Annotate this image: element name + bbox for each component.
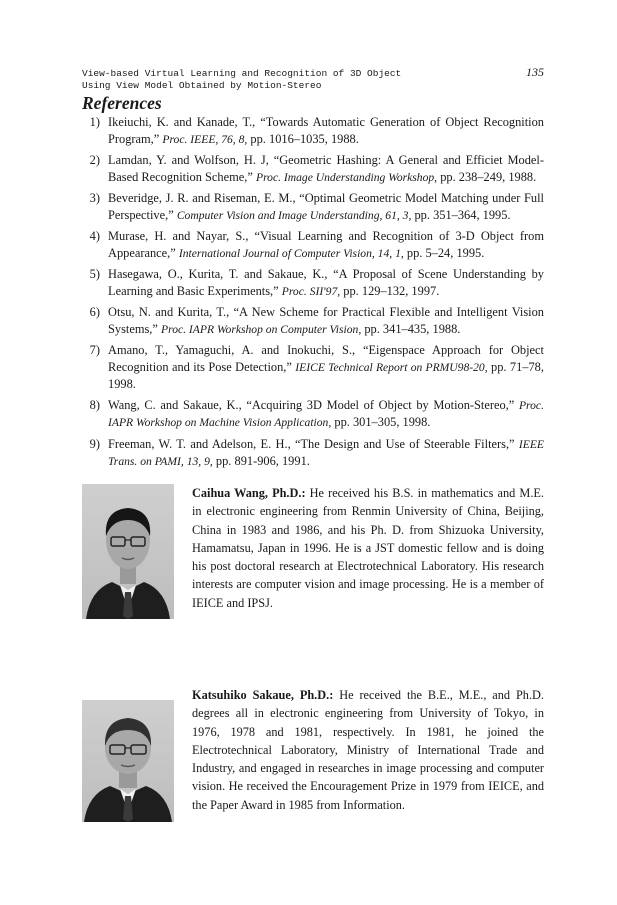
reference-pages: pp. 891-906, 1991. <box>215 454 310 468</box>
reference-number: 7) <box>89 343 100 357</box>
reference-venue: Computer Vision and Image Understanding, 61, 3, <box>176 208 412 222</box>
author-name: Caihua Wang, Ph.D.: <box>192 486 306 500</box>
reference-number: 2) <box>89 153 100 167</box>
biography-body: He received his B.S. in mathematics and M.E. in electronic engineering from Renmin University of China, Beijing, China in 1983 and 1986, and his Ph. D. from Shizuoka University, Hamamatsu, Japan in 1996. He is a JST domestic fellow and is doing his post doctoral research at Electrotechnical Laboratory. His research interests are computer vision and image processing. He is a member of IEICE and IPSJ. <box>192 486 544 610</box>
page-number: 135 <box>526 65 544 79</box>
reference-pages: pp. 301–305, 1998. <box>334 415 431 429</box>
reference-authors-title: Hasegawa, O., Kurita, T. and Sakaue, K., “A Proposal of Scene Understanding by Learning and Basic Experiments,” <box>108 267 544 298</box>
reference-text <box>108 266 544 300</box>
reference-number: 8) <box>89 397 100 412</box>
reference-venue: IEEE Trans. on PAMI, 13, 9, <box>108 437 544 468</box>
reference-item <box>82 190 544 224</box>
reference-item <box>82 436 544 471</box>
reference-number: 3) <box>89 191 100 205</box>
reference-pages: pp. 5–24, 1995. <box>406 245 485 260</box>
reference-pages: pp. 351–364, 1995. <box>414 207 511 222</box>
running-head-line-1: View-based Virtual Learning and Recognition of 3D Object <box>82 68 402 79</box>
biography-body: He received the B.E., M.E., and Ph.D. degrees all in electronic engineering from University of Tokyo, in 1976, 1978 and 1981, respectively. In 1981, he joined the Electrotechnical Laboratory, Ministry of International Trade and Industry, and engaged in researches in image processing and computer vision. He received the Encouragement Prize in 1979 from IEICE, and the Paper Award in 1985 from Information. <box>192 688 544 812</box>
reference-text <box>108 342 544 393</box>
references-heading: References <box>82 93 162 113</box>
reference-authors-title: Amano, T., Yamaguchi, A. and Inokuchi, S., “Eigenspace Approach for Object Recognition and its Pose Detection,” <box>108 343 544 374</box>
reference-number: 9) <box>89 436 100 451</box>
reference-item <box>82 114 544 148</box>
reference-text <box>108 114 544 148</box>
reference-list <box>82 114 544 475</box>
reference-text <box>108 190 544 224</box>
reference-item <box>82 342 544 393</box>
reference-venue: IEICE Technical Report on PRMU98-20, <box>295 360 488 374</box>
reference-authors-title: Lamdan, Y. and Wolfson, H. J, “Geometric Hashing: A General and Efficiet Model-Based Recognition Scheme,” <box>108 153 544 184</box>
reference-number: 1) <box>89 115 100 129</box>
reference-item <box>82 304 544 338</box>
reference-pages: pp. 1016–1035, 1988. <box>250 131 359 146</box>
reference-text <box>108 436 544 471</box>
reference-text <box>108 152 544 186</box>
reference-pages: pp. 341–435, 1988. <box>364 321 461 336</box>
reference-authors-title: Beveridge, J. R. and Riseman, E. M., “Optimal Geometric Model Matching under Full Perspective,” <box>108 191 544 222</box>
reference-pages: pp. 129–132, 1997. <box>343 283 440 298</box>
reference-authors-title: Murase, H. and Nayar, S., “Visual Learning and Recognition of 3-D Object from Appearance,” <box>108 229 544 260</box>
author-photo <box>82 700 174 822</box>
running-head <box>82 65 544 91</box>
reference-authors-title: Wang, C. and Sakaue, K., “Acquiring 3D Model of Object by Motion-Stereo,” <box>108 397 515 412</box>
reference-text <box>108 304 544 338</box>
reference-venue: Proc. SII'97, <box>281 284 341 298</box>
author-photo <box>82 484 174 619</box>
running-head-line-2: Using View Model Obtained by Motion-Stereo <box>82 79 322 91</box>
reference-text <box>108 228 544 262</box>
reference-venue: Proc. Image Understanding Workshop, <box>255 170 438 184</box>
reference-number: 4) <box>89 229 100 243</box>
reference-number: 5) <box>89 267 100 281</box>
reference-venue: Proc. IAPR Workshop on Machine Vision Application, <box>108 398 544 429</box>
reference-venue: Proc. IEEE, 76, 8, <box>162 132 248 146</box>
reference-venue: Proc. IAPR Workshop on Computer Vision, <box>161 322 362 336</box>
author-name: Katsuhiko Sakaue, Ph.D.: <box>192 688 334 702</box>
reference-item <box>82 152 544 186</box>
reference-authors-title: Freeman, W. T. and Adelson, E. H., “The Design and Use of Steerable Filters,” <box>108 436 515 451</box>
reference-number: 6) <box>89 305 100 319</box>
reference-item <box>82 266 544 300</box>
biography-text <box>192 484 544 612</box>
reference-authors-title: Otsu, N. and Kurita, T., “A New Scheme for Practical Flexible and Intelligent Vision Systems,” <box>108 305 544 336</box>
reference-text <box>108 397 544 432</box>
reference-venue: International Journal of Computer Vision, 14, 1, <box>178 246 404 260</box>
reference-authors-title: Ikeiuchi, K. and Kanade, T., “Towards Automatic Generation of Object Recognition Program,” <box>108 115 544 146</box>
biography-text <box>192 686 544 814</box>
reference-pages: pp. 238–249, 1988. <box>440 169 537 184</box>
reference-item <box>82 228 544 262</box>
reference-item <box>82 397 544 432</box>
reference-pages: pp. 71–78, 1998. <box>108 359 544 391</box>
